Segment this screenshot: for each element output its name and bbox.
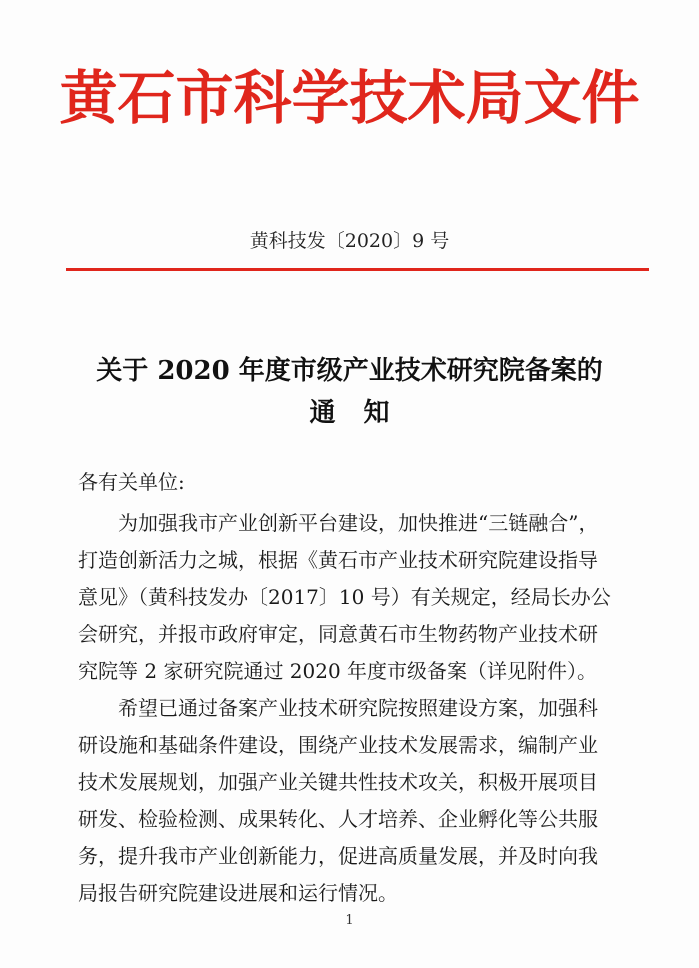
paragraph-2-line: 研设施和基础条件建设，围绕产业技术发展需求，编制产业 xyxy=(78,733,598,757)
header-red-rule xyxy=(66,268,649,271)
notice-title xyxy=(40,350,659,434)
paragraph-1-line: 为加强我市产业创新平台建设，加快推进“三链融合”， xyxy=(118,511,599,535)
paragraph-1 xyxy=(78,505,638,690)
notice-title-line-1: 关于 2020 年度市级产业技术研究院备案的 xyxy=(96,356,603,386)
paragraph-2-line: 研发、检验检测、成果转化、人才培养、企业孵化等公共服 xyxy=(78,807,598,831)
document-number: 黄科技发〔2020〕9 号 xyxy=(249,230,450,252)
paragraph-2 xyxy=(78,690,638,912)
salutation: 各有关单位: xyxy=(78,470,185,494)
paragraph-1-line: 会研究，并报市政府审定，同意黄石市生物药物产业技术研 xyxy=(78,622,598,646)
paragraph-2-line: 希望已通过备案产业技术研究院按照建设方案，加强科 xyxy=(118,696,598,720)
page-number: 1 xyxy=(345,913,354,928)
paragraph-2-line: 局报告研究院建设进展和运行情况。 xyxy=(78,881,398,905)
issuer-header-title: 黄石市科学技术局文件 xyxy=(59,64,640,132)
paragraph-1-line: 意见》（黄科技发办〔2017〕10 号）有关规定，经局长办公 xyxy=(78,585,611,609)
paragraph-1-line: 打造创新活力之城，根据《黄石市产业技术研究院建设指导 xyxy=(78,548,598,572)
paragraph-1-line: 究院等 2 家研究院通过 2020 年度市级备案（详见附件）。 xyxy=(78,659,598,683)
paragraph-2-line: 技术发展规划，加强产业关键共性技术攻关，积极开展项目 xyxy=(78,770,598,794)
notice-title-line-2: 通知 xyxy=(309,398,418,428)
paragraph-2-line: 务，提升我市产业创新能力，促进高质量发展，并及时向我 xyxy=(78,844,598,868)
